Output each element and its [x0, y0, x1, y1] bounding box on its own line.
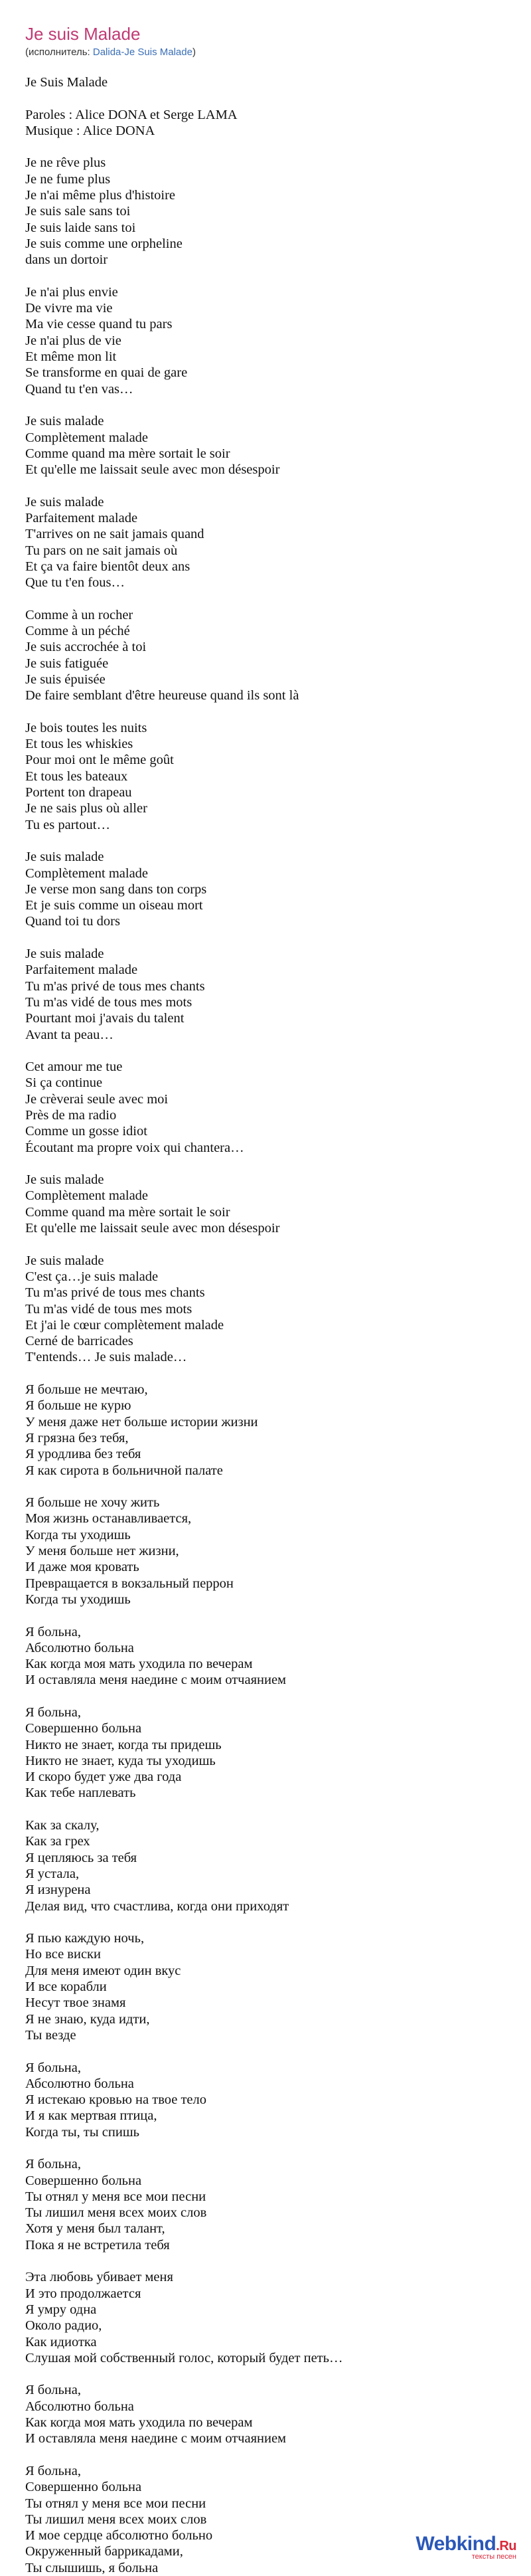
lyrics-line: Je suis malade: [25, 1253, 104, 1268]
lyrics-blank: [25, 268, 506, 284]
lyrics-line: Pour moi ont le même goût: [25, 753, 174, 768]
lyrics-line: Cet amour me tue: [25, 1059, 123, 1075]
lyrics-line: И это продолжается: [25, 2286, 141, 2301]
lyrics-line: Tu m'as vidé de tous mes mots: [25, 994, 192, 1010]
lyrics-line: Хотя у меня был талант,: [25, 2221, 165, 2237]
lyrics-line: Я истекаю кровью на твое тело: [25, 2092, 206, 2108]
lyrics-line: Près de ma radio: [25, 1108, 117, 1123]
lyrics-line: Как идиотка: [25, 2334, 97, 2349]
lyrics-line: Pourtant moi j'avais du talent: [25, 1011, 185, 1026]
lyrics-blank: [25, 591, 506, 607]
lyrics-line: Complètement malade: [25, 866, 149, 881]
lyrics-line: Et qu'elle me laissait seule avec mon désespoir: [25, 462, 280, 478]
lyrics-line: Я пью каждую ночь,: [25, 1931, 145, 1946]
lyrics-line: Que tu t'en fous…: [25, 575, 125, 591]
lyrics-line: И оставляла меня наедине с моим отчаянием: [25, 1673, 287, 1688]
lyrics-blank: [25, 2140, 506, 2156]
lyrics-line: И оставляла меня наедине с моим отчаянием: [25, 2431, 287, 2446]
lyrics-line: Tu m'as privé de tous mes chants: [25, 978, 205, 994]
artist-suffix: ): [192, 46, 196, 58]
lyrics-line: Окруженный баррикадами,: [25, 2544, 183, 2559]
lyrics-line: Ты лишил меня всех моих слов: [25, 2512, 207, 2527]
lyrics-line: Portent ton drapeau: [25, 785, 132, 800]
lyrics-line: Et ça va faire bientôt deux ans: [25, 559, 190, 574]
lyrics-line: Comme quand ma mère sortait le soir: [25, 446, 230, 461]
lyrics-line: Как когда моя мать уходила по вечерам: [25, 1657, 253, 1672]
lyrics-blank: [25, 397, 506, 413]
lyrics-line: Я больше не хочу жить: [25, 1495, 160, 1511]
lyrics-blank: [25, 1689, 506, 1704]
lyrics-line: Tu pars on ne sait jamais où: [25, 543, 178, 558]
lyrics-line: Je suis malade: [25, 850, 104, 865]
lyrics-line: Эта любовь убивает меня: [25, 2270, 173, 2285]
lyrics-blank: [25, 833, 506, 849]
lyrics-line: Et j'ai le cœur complètement malade: [25, 1317, 224, 1333]
lyrics-line: Écoutant ma propre voix qui chantera…: [25, 1140, 244, 1155]
lyrics-blank: [25, 139, 506, 155]
lyrics-line: Я изнурена: [25, 1883, 91, 1898]
artist-link[interactable]: Dalida-Je Suis Malade: [92, 46, 192, 58]
lyrics-line: Comme un gosse idiot: [25, 1124, 147, 1139]
lyrics-line: Я не знаю, куда идти,: [25, 2011, 150, 2027]
lyrics-line: Je n'ai même plus d'histoire: [25, 188, 176, 203]
site-logo[interactable]: [416, 2533, 516, 2561]
lyrics-line: dans un dortoir: [25, 252, 108, 268]
lyrics-line: Je suis sale sans toi: [25, 204, 131, 219]
lyrics-line: Я больна,: [25, 2463, 81, 2478]
lyrics-line: Никто не знает, куда ты уходишь: [25, 1753, 216, 1768]
lyrics-line: Ты отнял у меня все мои песни: [25, 2496, 206, 2511]
lyrics-line: Слушая мой собственный голос, который будет петь…: [25, 2350, 343, 2365]
lyrics-line: Совершенно больна: [25, 2480, 142, 2495]
lyrics-line: Je suis malade: [25, 947, 104, 962]
lyrics-line: Когда ты, ты спишь: [25, 2124, 139, 2140]
lyrics-line: Я устала,: [25, 1866, 80, 1881]
lyrics-line: Je n'ai plus envie: [25, 284, 118, 300]
lyrics-line: Когда ты уходишь: [25, 1592, 131, 1607]
lyrics-blank: [25, 2253, 506, 2269]
lyrics-blank: [25, 1156, 506, 1172]
lyrics-line: Je ne fume plus: [25, 171, 111, 187]
lyrics-line: И мое сердце абсолютно больно: [25, 2528, 213, 2543]
lyrics-line: И скоро будет уже два года: [25, 1770, 182, 1785]
lyrics-line: Je suis malade: [25, 494, 104, 509]
lyrics-line: Пока я не встретила тебя: [25, 2237, 170, 2253]
lyrics-line: C'est ça…je suis malade: [25, 1269, 159, 1284]
lyrics-line: Musique : Alice DONA: [25, 123, 155, 138]
lyrics-line: Около радио,: [25, 2318, 102, 2334]
lyrics-line: Je suis fatiguée: [25, 656, 109, 671]
lyrics-line: De faire semblant d'être heureuse quand ils sont là: [25, 688, 299, 703]
lyrics-line: Parfaitement malade: [25, 963, 138, 978]
lyrics-line: Se transforme en quai de gare: [25, 365, 188, 381]
lyrics-line: Ты лишил меня всех моих слов: [25, 2205, 207, 2221]
lyrics-line: Для меня имеют один вкус: [25, 1963, 181, 1978]
lyrics-line: Я уродлива без тебя: [25, 1447, 141, 1462]
lyrics-line: Ты отнял у меня все мои песни: [25, 2189, 206, 2204]
lyrics-line: Et même mon lit: [25, 349, 117, 365]
lyrics-line: Превращается в вокзальный перрон: [25, 1576, 234, 1591]
lyrics-line: Я больна,: [25, 2060, 81, 2075]
lyrics-line: Я больна,: [25, 2383, 81, 2398]
lyrics-blank: [25, 1801, 506, 1817]
lyrics-line: Совершенно больна: [25, 2173, 142, 2188]
logo-subtitle: тексты песен: [471, 2553, 516, 2561]
lyrics-line: Как когда моя мать уходила по вечерам: [25, 2415, 253, 2431]
lyrics-blank: [25, 2043, 506, 2059]
logo-main-text: Webkind: [416, 2533, 496, 2555]
lyrics-line: Je suis comme une orpheline: [25, 236, 183, 251]
lyrics-line: Моя жизнь останавливается,: [25, 1511, 192, 1526]
lyrics-line: Je suis malade: [25, 1172, 104, 1188]
lyrics-line: Как тебе наплевать: [25, 1786, 136, 1801]
lyrics-line: Comme quand ma mère sortait le soir: [25, 1204, 230, 1220]
lyrics-line: Je ne sais plus où aller: [25, 801, 147, 816]
lyrics-line: Je suis laide sans toi: [25, 220, 136, 235]
lyrics-line: Et tous les bateaux: [25, 769, 128, 784]
lyrics-blank: [25, 478, 506, 494]
lyrics-line: Я больна,: [25, 1624, 81, 1639]
lyrics-line: Но все виски: [25, 1947, 101, 1962]
lyrics-line: Et tous les whiskies: [25, 737, 133, 752]
lyrics-line: De vivre ma vie: [25, 301, 113, 316]
lyrics-line: Tu m'as vidé de tous mes mots: [25, 1301, 192, 1317]
lyrics-line: Quand tu t'en vas…: [25, 381, 133, 397]
lyrics-line: Я больна,: [25, 2157, 81, 2172]
lyrics-line: Cerné de barricades: [25, 1334, 133, 1349]
lyrics-line: Paroles : Alice DONA et Serge LAMA: [25, 107, 238, 122]
lyrics-line: Je crèverai seule avec moi: [25, 1091, 169, 1107]
lyrics-line: Как за скалу,: [25, 1818, 100, 1833]
lyrics-line: Tu es partout…: [25, 817, 110, 832]
lyrics-line: Как за грех: [25, 1834, 90, 1849]
lyrics-blank: [25, 2366, 506, 2382]
song-title: Je suis Malade: [25, 24, 141, 44]
lyrics-line: Никто не знает, когда ты придешь: [25, 1737, 222, 1752]
lyrics-line: Делая вид, что счастлива, когда они приходят: [25, 1898, 289, 1914]
lyrics-line: Je ne rêve plus: [25, 155, 106, 171]
lyrics-line: Et qu'elle me laissait seule avec mon désespoir: [25, 1221, 280, 1236]
lyrics-line: Quand toi tu dors: [25, 914, 120, 929]
lyrics-line: Comme à un rocher: [25, 607, 133, 622]
lyrics-line: Ты слышишь, я больна: [25, 2560, 159, 2575]
lyrics-line: T'entends… Je suis malade…: [25, 1350, 187, 1365]
lyrics-line: Tu m'as privé de tous mes chants: [25, 1285, 205, 1301]
lyrics-line: Абсолютно больна: [25, 2399, 134, 2414]
lyrics-line: Ma vie cesse quand tu pars: [25, 317, 173, 332]
lyrics-blank: [25, 90, 506, 106]
lyrics-line: Je verse mon sang dans ton corps: [25, 881, 207, 897]
lyrics-line: И даже моя кровать: [25, 1560, 139, 1575]
lyrics-line: У меня больше нет жизни,: [25, 1544, 179, 1559]
lyrics-line: Je n'ai plus de vie: [25, 333, 121, 348]
artist-prefix: (исполнитель:: [25, 46, 93, 58]
lyrics-line: Complètement malade: [25, 430, 149, 445]
lyrics-line: Я как сирота в больничной палате: [25, 1463, 223, 1478]
lyrics-line: Je suis malade: [25, 414, 104, 429]
lyrics-blank: [25, 1236, 506, 1252]
lyrics-line: Je Suis Malade: [25, 75, 108, 90]
lyrics-line: Я больше не курю: [25, 1398, 131, 1414]
lyrics-line: Абсолютно больна: [25, 2076, 134, 2091]
lyrics-blank: [25, 1608, 506, 1623]
lyrics-line: Я грязна без тебя,: [25, 1430, 129, 1445]
lyrics-line: Я больна,: [25, 1704, 81, 1720]
lyrics-blank: [25, 1366, 506, 1382]
lyrics-line: Je suis épuisée: [25, 672, 106, 687]
artist-line: [25, 45, 506, 60]
lyrics-line: Ты везде: [25, 2027, 76, 2043]
lyrics-blank: [25, 930, 506, 946]
lyrics-line: Несут твое знамя: [25, 1995, 126, 2011]
lyrics-line: Si ça continue: [25, 1075, 103, 1091]
lyrics-line: Je suis accrochée à toi: [25, 640, 147, 655]
lyrics-line: У меня даже нет больше истории жизни: [25, 1414, 258, 1429]
lyrics-line: Je bois toutes les nuits: [25, 720, 147, 735]
lyrics-blank: [25, 704, 506, 720]
lyrics-line: И все корабли: [25, 1979, 107, 1995]
lyrics-line: Совершенно больна: [25, 1721, 142, 1736]
lyrics-line: Et je suis comme un oiseau mort: [25, 898, 203, 913]
lyrics-line: Я цепляюсь за тебя: [25, 1850, 137, 1865]
lyrics-line: Complètement malade: [25, 1188, 149, 1204]
logo-tld: .Ru: [496, 2539, 516, 2553]
lyrics-line: И я как мертвая птица,: [25, 2108, 157, 2124]
lyrics-blank: [25, 2447, 506, 2463]
lyrics-text: [25, 74, 506, 2576]
lyrics-line: Comme à un péché: [25, 624, 130, 639]
lyrics-line: Абсолютно больна: [25, 1640, 134, 1655]
lyrics-line: Я умру одна: [25, 2302, 97, 2317]
lyrics-line: Avant ta peau…: [25, 1027, 114, 1042]
lyrics-blank: [25, 1043, 506, 1059]
lyrics-line: Когда ты уходишь: [25, 1527, 131, 1542]
lyrics-line: Parfaitement malade: [25, 511, 138, 526]
lyrics-line: T'arrives on ne sait jamais quand: [25, 527, 204, 542]
lyrics-blank: [25, 1479, 506, 1495]
lyrics-line: Я больше не мечтаю,: [25, 1382, 148, 1398]
lyrics-blank: [25, 1914, 506, 1930]
